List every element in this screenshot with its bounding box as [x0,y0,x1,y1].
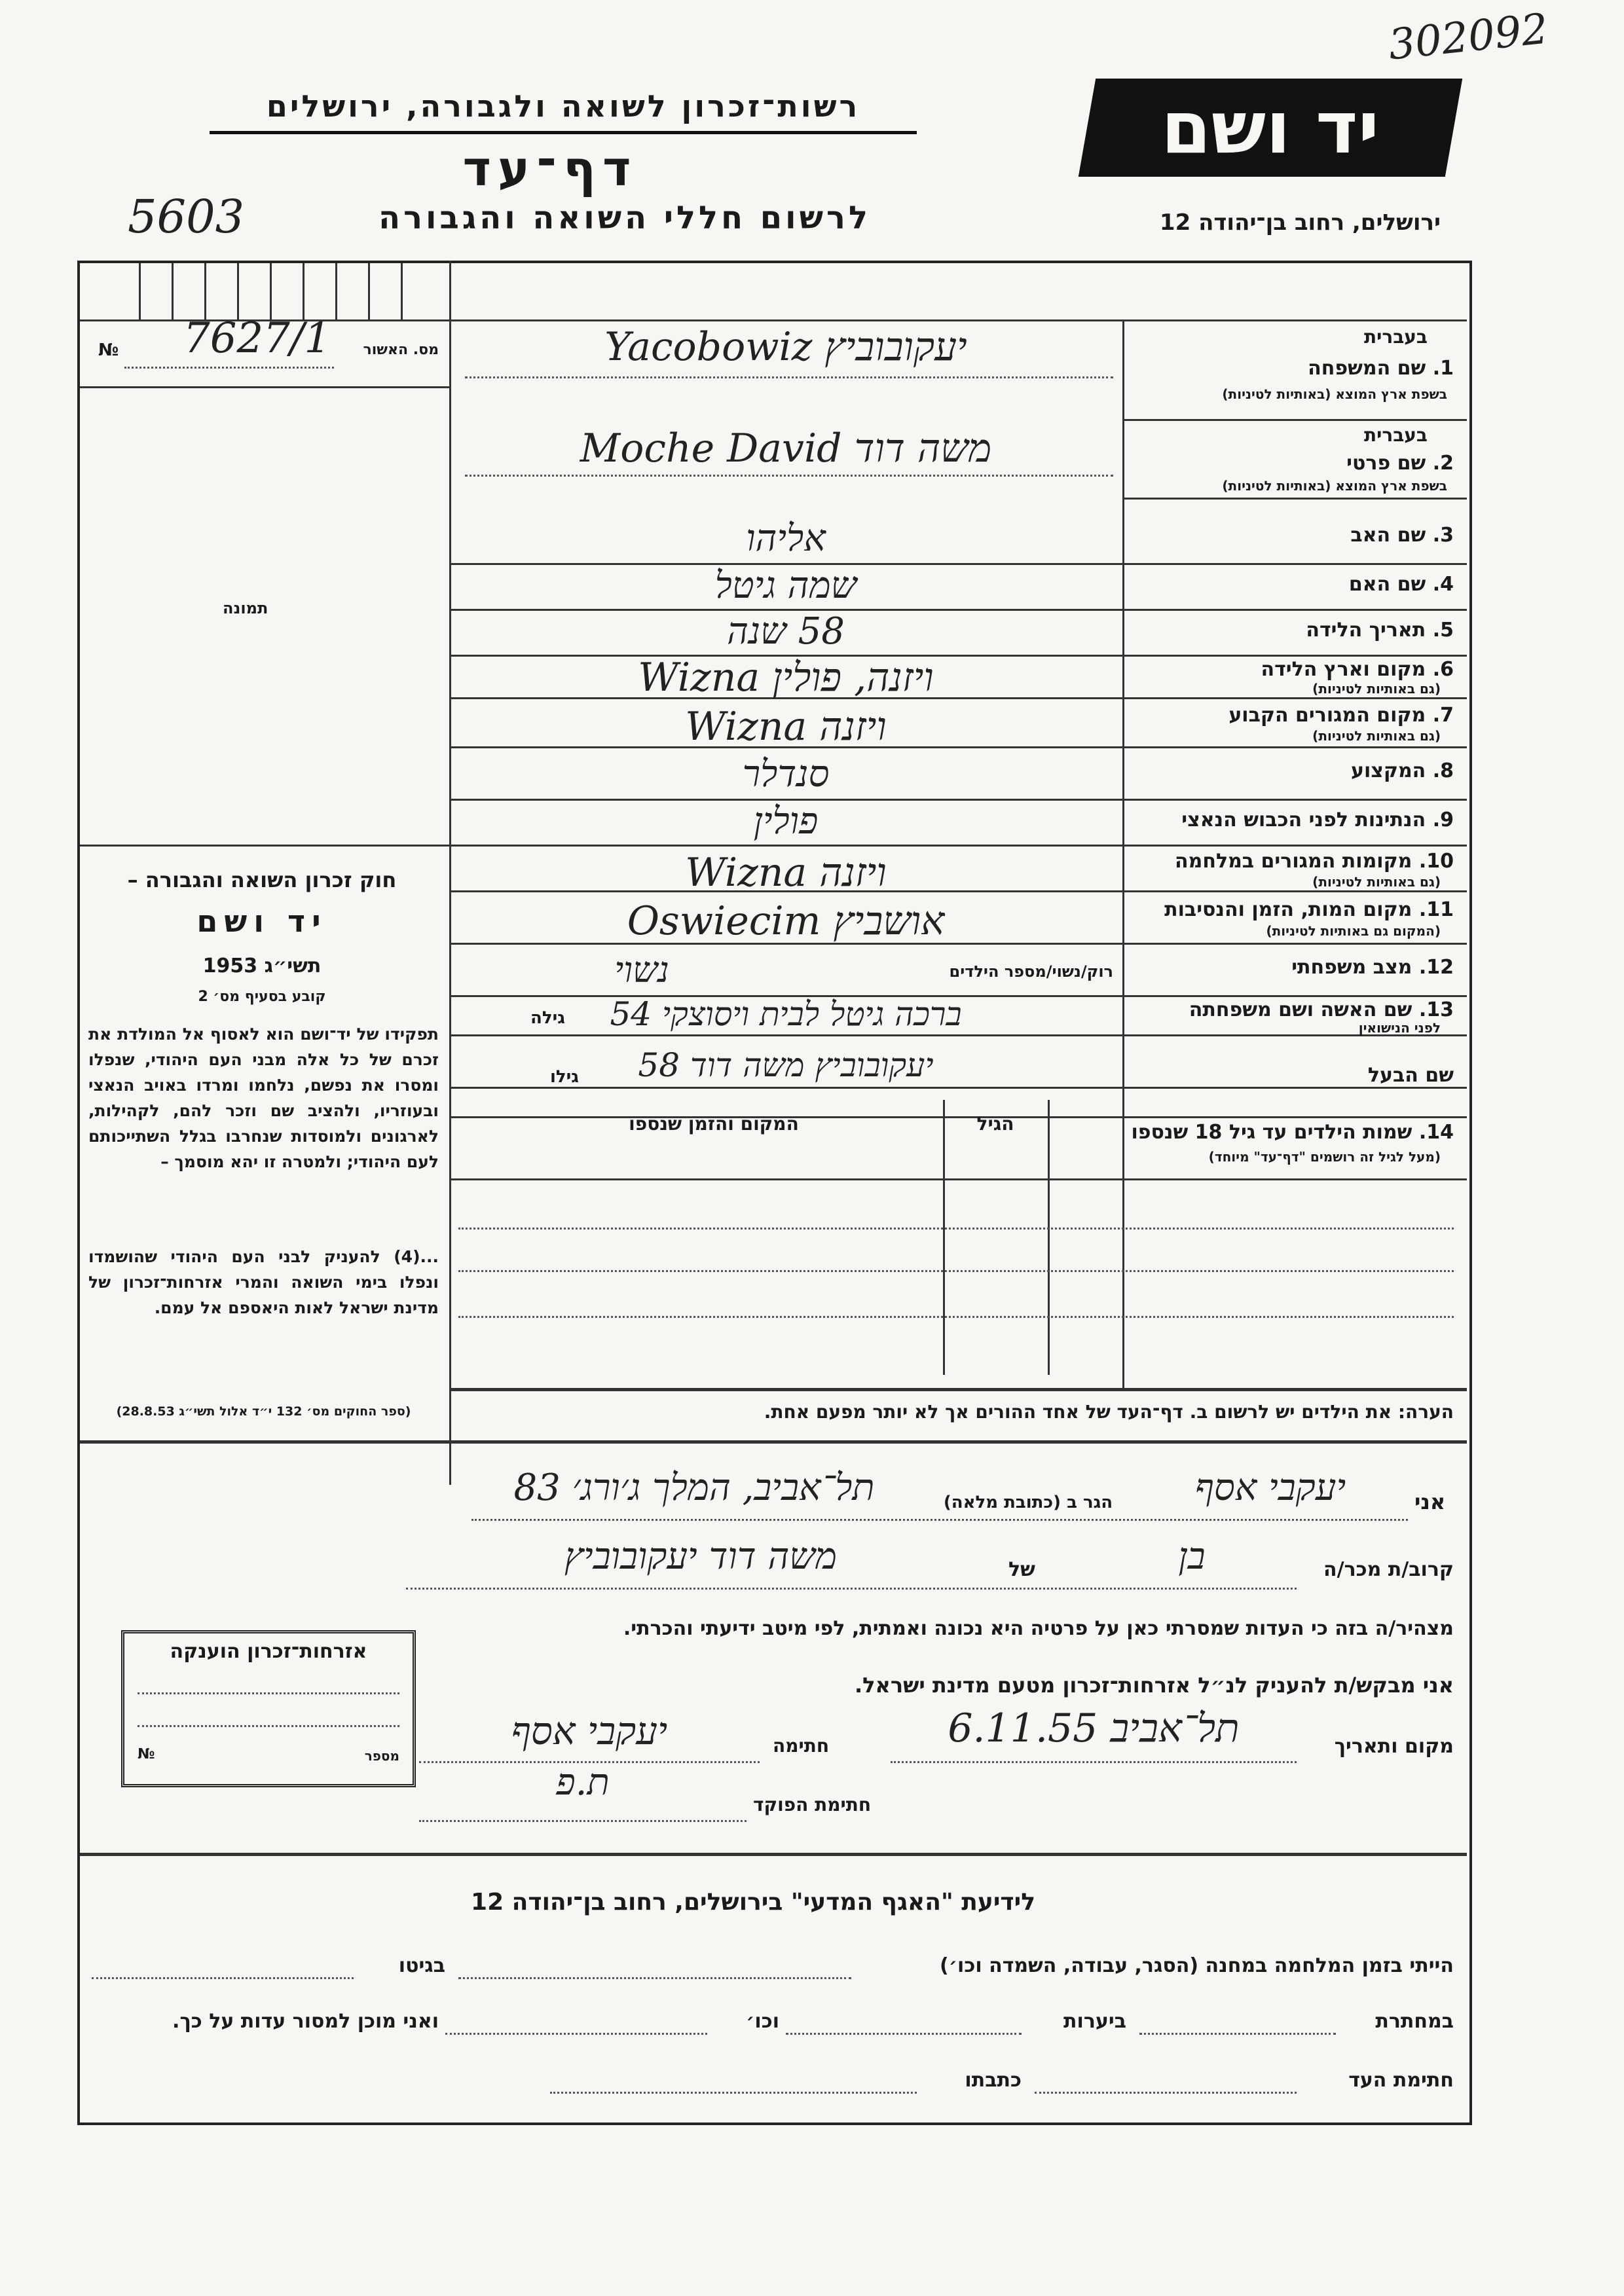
bottom-line3-b: כתבתו [965,2069,1022,2092]
approval-number-value: 7627/1 [183,314,331,363]
field-husband-value[interactable]: יעקובוביץ משה דוד 58 [638,1046,934,1084]
bottom-witness-signature-field[interactable] [1035,2092,1297,2094]
field-10-value[interactable]: ויזנה Wizna [685,850,887,896]
law-section: קובע בסעיף מס׳ 2 [198,989,326,1005]
approval-no-symbol: № [98,340,119,360]
field-1-label [1133,357,1454,380]
logo-text: יד ושם [1161,86,1380,170]
field-5-text: תאריך הלידה [1306,619,1426,642]
field-2-text: שם פרטי [1346,452,1426,475]
children-row-2[interactable] [458,1270,1454,1272]
field-10-text: מקומות המגורים במלחמה [1175,850,1412,873]
field-1-num: 1. [1432,357,1454,380]
field-13-num: 13. [1418,998,1454,1021]
field-2-value[interactable]: משה דוד Moche David [580,426,992,471]
bottom-line2-a: במחתרת [1375,2010,1454,2033]
field-6-text: מקום וארץ הלידה [1261,658,1426,681]
approval-row-line [80,386,449,388]
declaration-relative-label: קרוב/ת מכר/ה [1323,1558,1454,1581]
field-12-value[interactable]: נשוי [614,949,669,991]
field-13-value[interactable]: ברכה גיטל לבית ויסוצקי 54 [610,995,962,1033]
bottom-line3-a: חתימת העד [1348,2069,1454,2092]
declaration-relation-value[interactable]: בן [1178,1535,1206,1578]
field-11-text: מקום המות, הזמן והנסיבות [1164,898,1412,921]
citizenship-number-label: מספר [364,1748,399,1764]
field-7-label [1133,704,1454,727]
children-row-3[interactable] [458,1316,1454,1318]
field-3-num: 3. [1432,524,1454,547]
field-9-value[interactable]: פולין [753,800,819,843]
authority-title: רשות־זכרון לשואה ולגבורה, ירושלים [266,88,860,124]
declaration-of-value[interactable]: משה דוד יעקובוביץ [564,1535,838,1578]
declaration-residing-label: הגר ב (כתובת מלאה) [943,1493,1113,1512]
field-11-value[interactable]: אושביץ Oswiecim [627,898,945,944]
field-2-label [1133,452,1454,475]
field-12-num: 12. [1418,956,1454,979]
citizenship-box [121,1630,416,1787]
field-13-label [1133,998,1454,1021]
children-col-place: המקום והזמן שנספו [629,1113,799,1135]
law-title: חוק זכרון השואה והגבורה – [127,867,397,892]
field-9-label [1133,809,1454,831]
field-6-sub: (גם באותיות לטיניות) [1312,681,1441,697]
field-9-num: 9. [1432,809,1454,831]
bottom-forest-field[interactable] [786,2033,1022,2035]
field-4-value[interactable]: שמה גיטל [714,564,857,607]
field-4-label [1133,573,1454,596]
children-row-1[interactable] [458,1228,1454,1230]
authority-title-underline [210,131,917,134]
field-3-value[interactable]: אליהו [746,517,826,560]
citizenship-no-symbol: № [138,1746,155,1762]
field-1-text: שם המשפחה [1308,357,1426,380]
field-5-num: 5. [1432,619,1454,642]
field-6-value[interactable]: ויזנה, פולין Wizna [638,655,934,701]
field-1-value[interactable]: יעקובוביץ Yacobowiz [604,324,967,370]
field-1-tag: בעברית [1363,326,1428,348]
field-1-sub: בשפת ארץ המוצא (באותיות לטיניות) [1222,386,1447,402]
field-8-label [1133,759,1454,782]
field-husband-label: שם הבעל [1367,1064,1454,1087]
field-8-value[interactable]: סנדלר [742,753,830,795]
field-4-text: שם האם [1348,573,1426,596]
children-note: הערה: את הילדים יש לרשום ב. דף־העד של אחד ההורים אך לא יותר מפעם אחת. [764,1401,1454,1423]
field-6-label [1133,658,1454,681]
bottom-line2-d: ואני מוכן למסור עדות על כך. [172,2010,439,2033]
declaration-i-label: אני [1414,1489,1446,1514]
yad-vashem-address: ירושלים, רחוב בן־יהודה 12 [1159,210,1441,236]
law-name: יד ושם [196,903,327,939]
field-husband-tag: גילו [550,1067,579,1087]
field-7-num: 7. [1432,704,1454,727]
field-10-sub: (גם באותיות לטיניות) [1312,874,1441,890]
law-text-2: ...(4) להעניק לבני העם היהודי שהושמדו ונפלו בימי השואה והמרי אזרחות־זכרון של מדינת ישראל לאות היאספם אל עמם. [88,1247,439,1317]
field-8-text: המקצוע [1350,759,1426,782]
declaration-request: אני מבקש/ת להעניק לנ״ל אזרחות־זכרון מטעם מדינת ישראל. [855,1673,1454,1698]
children-col-age: הגיל [976,1113,1014,1135]
field-3-text: שם האב [1350,524,1426,547]
field-5-value[interactable]: 58 שנה [727,610,845,653]
declaration-i-value[interactable]: יעקבי אסף [1194,1467,1346,1509]
law-reference: (ספר החוקים מס׳ 132 י״ד אלול תשי״ג 28.8.53) [116,1404,411,1419]
field-13-tag: גילה [530,1008,565,1028]
field-9-text: הנתינות לפני הכבוש הנאצי [1181,809,1426,831]
field-14-label [1087,1121,1454,1144]
signature-value[interactable]: יעקבי אסף [511,1709,668,1753]
field-12-text: מצב משפחתי [1291,956,1412,979]
declaration-address-value[interactable]: תל־אביב, המלך ג׳ורג׳ 83 [513,1467,875,1509]
photo-box-bottom [80,845,449,847]
signature-label: חתימה [773,1735,830,1757]
archive-stamp-number: 302092 [1386,5,1551,70]
field-10-label [1133,850,1454,873]
field-3-label [1133,524,1454,547]
place-date-label: מקום ותאריך [1334,1735,1454,1758]
photo-label: תמונה [223,599,268,617]
declaration-of-label: של [1008,1558,1035,1581]
field-2-sub: בשפת ארץ המוצא (באותיות לטיניות) [1222,478,1447,494]
bottom-underground-field[interactable] [1139,2033,1336,2035]
left-column-divider [449,261,451,1485]
field-12-label [1133,956,1454,979]
law-year: תשי״ג 1953 [202,955,322,977]
bottom-ghetto-field[interactable] [92,1977,354,1979]
field-6-num: 6. [1432,658,1454,681]
bottom-camp-field[interactable] [458,1977,851,1979]
form-title: דף־עד [462,141,638,197]
bottom-line2-b: ביערות [1063,2010,1126,2033]
field-7-text: מקום המגורים הקבוע [1228,704,1426,727]
field-11-label [1133,898,1454,921]
approval-number-label: מס. האשור [363,342,439,358]
officer-signature-value[interactable]: ת.פ [556,1761,610,1804]
field-8-num: 8. [1432,759,1454,782]
officer-signature-label: חתימת הפוקד [753,1794,872,1815]
field-7-value[interactable]: ויזנה Wizna [685,704,887,750]
law-text-1: תפקידו של יד־ושם הוא לאסוף אל המולדת את זכרם של כל אלה מבני העם היהודי, שנפלו ומסרו את נפשם, נלחמו ומרדו באויב הנאצי ובעוזריו, ולהציב שם וזכר להם, לקהילות, לארגונים ולמוסדות שנחרבו בגלל השתייכותם לעם היהודי; ולמטרה זו יהא מוסמך – [88,1025,439,1171]
field-2-num: 2. [1432,452,1454,475]
field-14-sub: (מעל לגיל זה רושמים "דף־עד" מיוחד) [1208,1149,1441,1165]
citizenship-title: אזרחות־זכרון הוענקה [170,1640,367,1663]
handwritten-file-number: 5603 [128,190,245,244]
field-11-num: 11. [1418,898,1454,921]
place-date-value[interactable]: תל־אביב 6.11.55 [948,1705,1240,1751]
field-14-num: 14. [1418,1121,1454,1144]
field-11-sub: (המקום גם באותיות לטיניות) [1266,923,1441,939]
bottom-address-field[interactable] [550,2092,917,2094]
field-13-text: שם האשה ושם משפחתה [1189,998,1412,1021]
bottom-info-title: לידיעת "האגף המדעי" בירושלים, רחוב בן־יהודה 12 [471,1889,1035,1916]
yad-vashem-logo [1079,79,1462,177]
field-10-num: 10. [1418,850,1454,873]
bottom-line1-a: הייתי בזמן המלחמה במחנה (הסגר, עבודה, השמדה וכו׳) [940,1954,1454,1977]
declaration-statement: מצהיר/ה בזה כי העדות שמסרתי כאן על פרטיה היא נכונה ואמתית, לפי מיטב ידיעתי והכרתי. [623,1617,1454,1640]
field-5-label [1133,619,1454,642]
bottom-line1-b: בגיטו [398,1954,445,1977]
field-14-text: שמות הילדים עד גיל 18 שנספו [1131,1121,1412,1144]
field-12-tag: רוק/נשוי/מספר הילדים [949,962,1113,981]
field-2-tag: בעברית [1363,424,1428,446]
form-subtitle: לרשום חללי השואה והגבורה [378,200,871,236]
bottom-line2-c: וכו׳ [746,2010,779,2033]
field-13-sub: לפני הנישואין [1358,1020,1441,1036]
approval-number-line [124,367,334,369]
field-7-sub: (גם באותיות לטיניות) [1312,728,1441,744]
field-4-num: 4. [1432,573,1454,596]
